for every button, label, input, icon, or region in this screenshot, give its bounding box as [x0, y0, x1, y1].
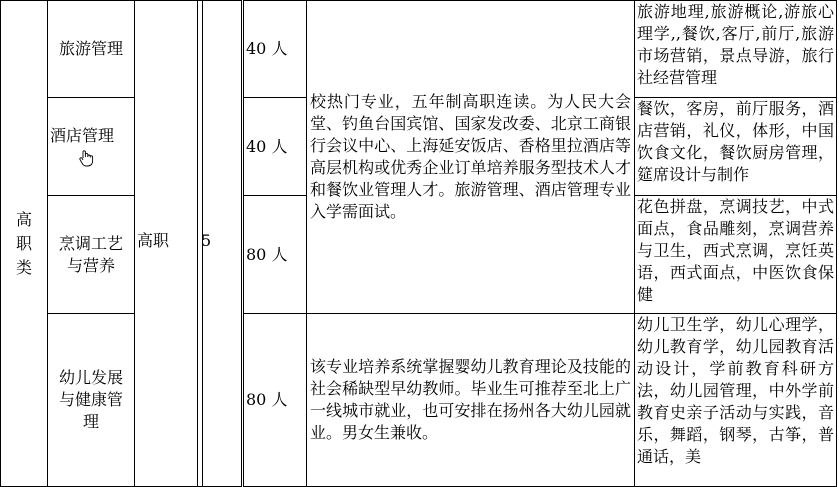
- major-name: 酒店管理: [50, 125, 115, 145]
- courses-text: 幼儿卫生学，幼儿心理学，幼儿教育学，幼儿园教育活动设计，学前教育科研方法，幼儿园管理，中外学前教育史亲子活动与实践，音乐，舞蹈，钢琴，古筝，普通话，美: [637, 315, 834, 466]
- courses-cell: [635, 98, 837, 196]
- level-label: 高职: [137, 231, 170, 250]
- courses-text: 餐饮，客房，前厅服务，酒店营销，礼仪，体形，中国饮食文化，餐饮厨房管理，筵席设计与制作: [637, 99, 834, 184]
- plan-count: 40 人: [246, 136, 288, 156]
- category-cell: [1, 1, 48, 487]
- description-cell: [307, 1, 635, 314]
- plan-cell: [243, 314, 307, 487]
- category-label: 高职类: [15, 209, 32, 277]
- plan-cell: [243, 98, 307, 196]
- plan-count: 80 人: [246, 244, 288, 264]
- major-cell: [48, 98, 135, 196]
- years-label: 5: [201, 231, 212, 250]
- table-row: [1, 1, 837, 98]
- hand-pointer-icon: [78, 149, 94, 167]
- plan-count: 80 人: [246, 390, 288, 409]
- courses-text: 旅游地理,旅游概论,游旅心理学,,餐饮,客厅,前厅,旅游市场营销，景点导游，旅行社经营管理: [637, 2, 834, 87]
- description-cell: [307, 314, 635, 487]
- description-text: 该专业培养系统掌握婴幼儿教育理论及技能的社会稀缺型早幼教师。毕业生可推荐至北上广一线城市就业，也可安排在扬州各大幼儿园就业。男女生兼收。: [310, 357, 631, 442]
- major-cell: [48, 196, 135, 314]
- courses-cell: [635, 196, 837, 314]
- description-text: 校热门专业，五年制高职连读。为人民大会堂、钓鱼台国宾馆、国家发改委、北京工商银行会议中心、上海延安饭店、香格里拉酒店等高层机构或优秀企业订单培养服务型技术人才和餐饮业管理人才。旅游管理、酒店管理专业入学需面试。: [310, 92, 631, 221]
- table-row: [1, 314, 837, 487]
- major-cell: [48, 1, 135, 98]
- major-cell: [48, 314, 135, 487]
- plan-cell: [243, 196, 307, 314]
- plan-cell: [243, 1, 307, 98]
- major-name: 烹调工艺与营养: [58, 233, 123, 275]
- courses-cell: [635, 314, 837, 487]
- courses-cell: [635, 1, 837, 98]
- plan-count: 40 人: [246, 39, 288, 58]
- courses-text: 花色拼盘，烹调技艺，中式面点，食品雕刻，烹调营养与卫生，西式烹调，烹饪英语，西式面点，中医饮食保健: [637, 197, 834, 304]
- major-name: 幼儿发展与健康管理: [58, 368, 123, 431]
- major-name: 旅游管理: [58, 39, 123, 58]
